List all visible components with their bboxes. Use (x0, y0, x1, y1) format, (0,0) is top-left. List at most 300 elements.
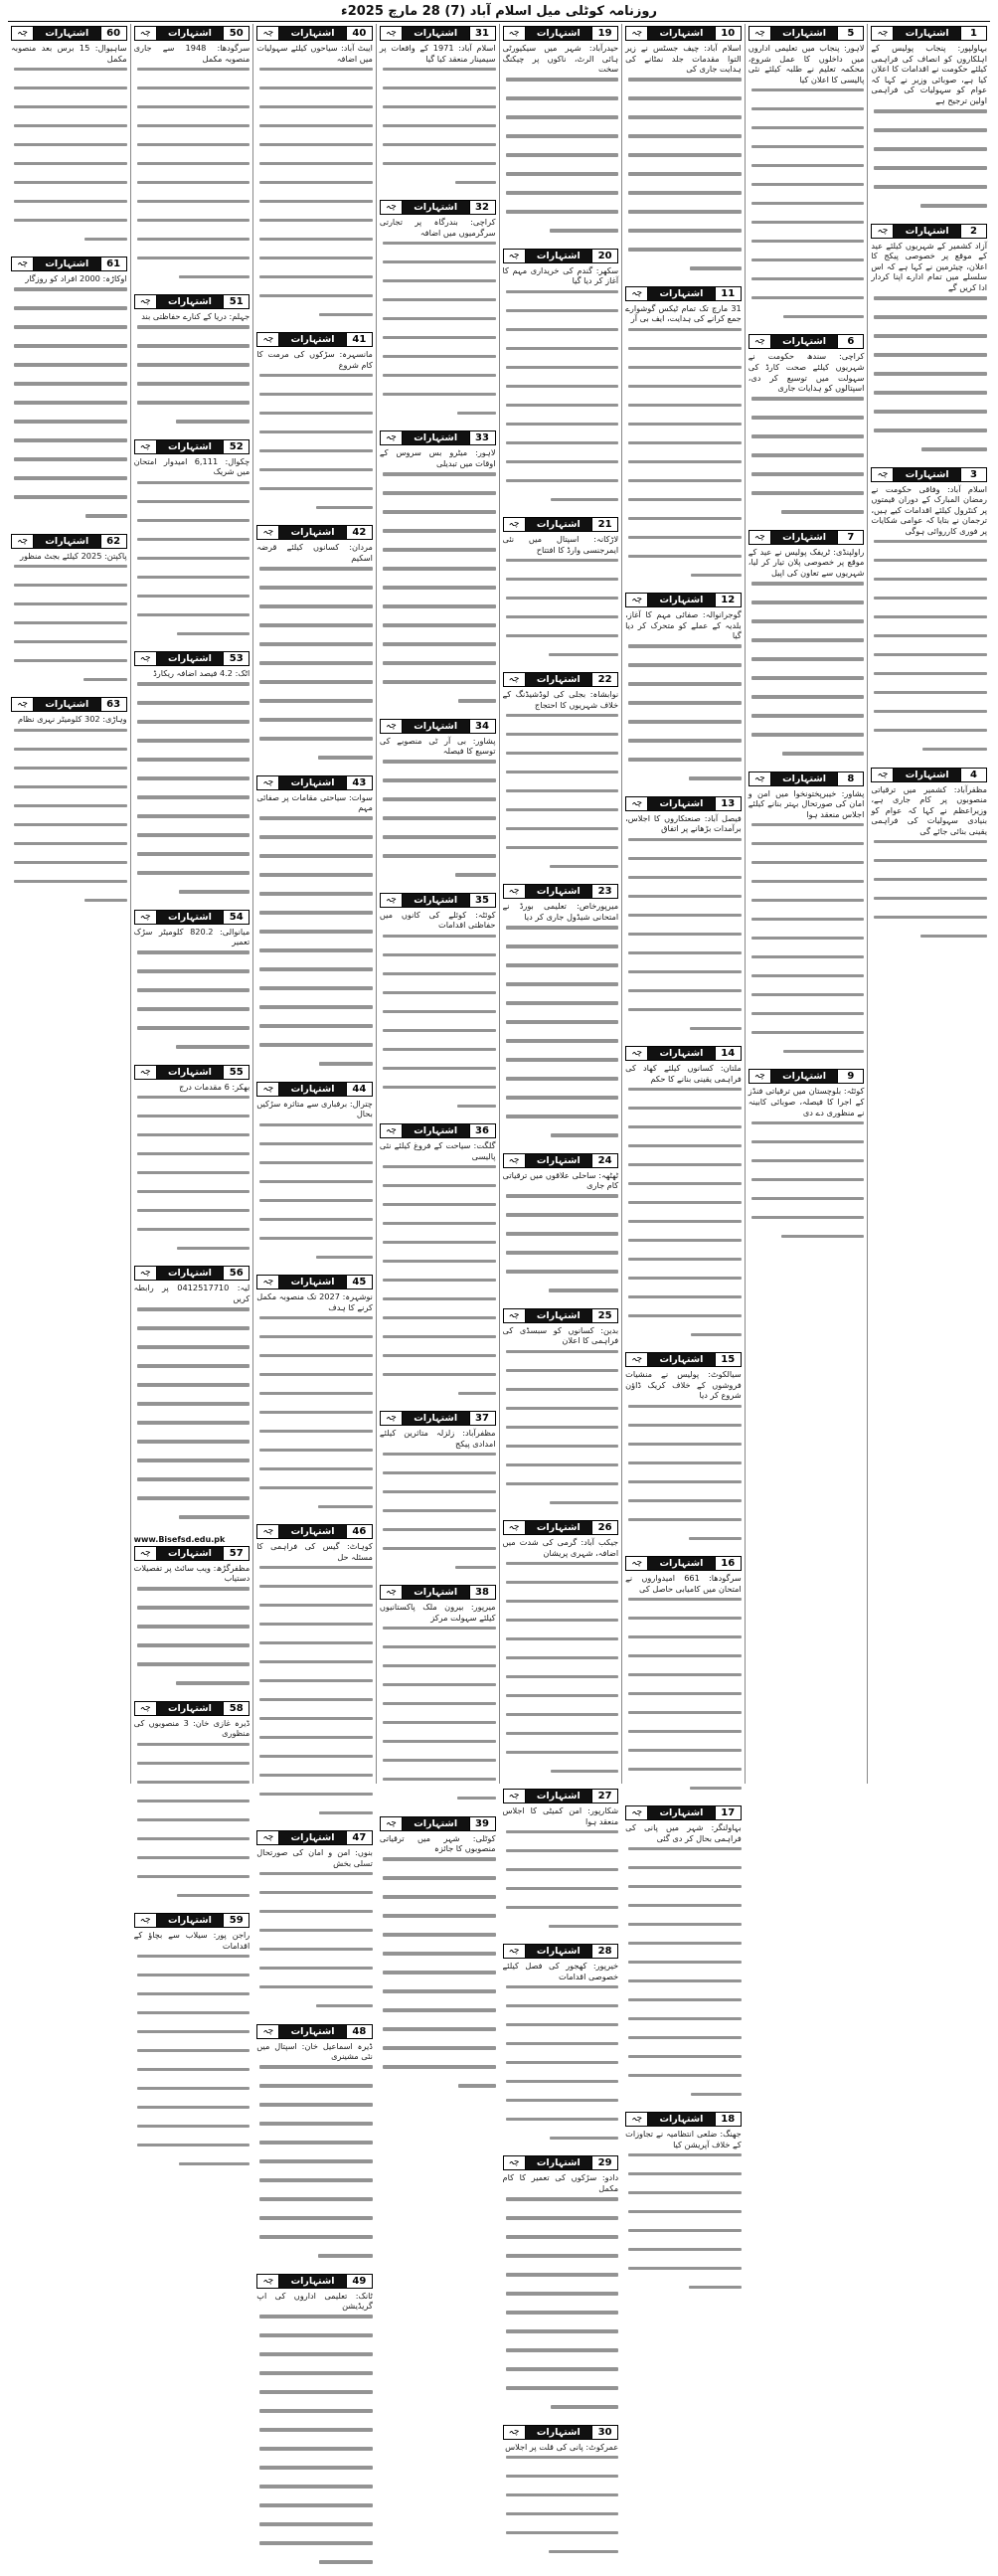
text-lines-decoration (380, 757, 496, 889)
ad-tag: چہ (504, 2156, 526, 2169)
ad-number: 42 (346, 526, 372, 539)
ad-number: 37 (469, 1412, 495, 1425)
ad-tag: چہ (257, 1525, 279, 1538)
text-lines-decoration (871, 106, 987, 220)
text-lines-decoration (256, 564, 373, 772)
ad-item (134, 1546, 250, 1697)
text-lines-decoration (625, 834, 742, 1042)
text-lines-decoration (748, 819, 865, 1065)
ad-body-text: شکارپور: امن کمیٹی کا اجلاس منعقد ہوا (502, 1805, 619, 1826)
ad-label: اشتہارات (526, 1945, 592, 1958)
text-lines-decoration (503, 923, 619, 1149)
text-lines-decoration (11, 284, 127, 530)
ad-tag: چہ (135, 652, 157, 665)
ad-body-text: بھکر: 6 مقدمات درج (179, 1081, 250, 1092)
ad-tag: چہ (626, 1806, 648, 1819)
ad-header (748, 530, 865, 545)
text-lines-decoration (503, 2452, 619, 2565)
ad-tag: چہ (626, 27, 648, 40)
column-3 (621, 24, 745, 2149)
ad-body-text: لاہور: پنجاب میں تعلیمی اداروں میں داخلوں کا عمل شروع، محکمہ تعلیم نے طلبہ کیلئے نئی پالیسی کا اعلان کیا (748, 43, 865, 85)
ad-label: اشتہارات (526, 1309, 592, 1322)
text-lines-decoration (503, 75, 619, 245)
ad-header (625, 1352, 742, 1367)
ad-number: 39 (469, 1817, 495, 1830)
ad-label: اشتہارات (403, 1817, 469, 1830)
ad-label: اشتہارات (526, 1521, 592, 1534)
ad-number: 19 (591, 27, 617, 40)
website-link[interactable]: www.Bisefsd.edu.pk (133, 1534, 226, 1544)
ad-label: اشتہارات (403, 1586, 469, 1599)
ad-number: 47 (346, 1831, 372, 1844)
ad-body-text: پاکپتن: 2025 کیلئے بجٹ منظور (20, 550, 127, 561)
ad-body-text: مانسہرہ: سڑکوں کی مرمت کا کام شروع (256, 349, 373, 370)
ad-header (503, 884, 619, 899)
ad-header (503, 249, 619, 263)
ad-tag: چہ (257, 2275, 279, 2288)
ad-body-text: مظفرآباد: زلزلہ متاثرین کیلئے امدادی پیکج (379, 1428, 496, 1449)
text-lines-decoration (503, 710, 619, 880)
ad-label: اشتہارات (279, 1525, 346, 1538)
ad-number: 27 (591, 1790, 617, 1803)
ad-item (11, 26, 127, 253)
ad-item (625, 286, 742, 589)
ad-label: اشتہارات (157, 27, 224, 40)
ad-number: 62 (100, 535, 126, 548)
ad-body-text: مظفرآباد: کشمیر میں ترقیاتی منصوبوں پر کام جاری ہے، وزیراعظم نے کہا کہ عوام کو بنیادی سہولیات کی فراہمی یقینی بنائی جائے گی (871, 783, 987, 836)
ad-body-text: جھنگ: ضلعی انتظامیہ نے تجاوزات کے خلاف آپریشن کیا (625, 2129, 742, 2149)
ad-label: اشتہارات (279, 1276, 346, 1288)
ad-item (871, 224, 987, 463)
ad-body-text: اٹک: 4.2 فیصد اضافہ ریکارڈ (153, 667, 250, 678)
ad-body-text: راولپنڈی: ٹریفک پولیس نے عید کے موقع پر خصوصی پلان تیار کر لیا، شہریوں سے تعاون کی اپیل (748, 546, 865, 578)
text-lines-decoration (380, 1449, 496, 1581)
ad-number: 16 (715, 1557, 741, 1570)
ad-item (748, 1069, 865, 1250)
ad-tag: چہ (257, 2025, 279, 2038)
ad-number: 24 (591, 1154, 617, 1167)
ad-label: اشتہارات (648, 2113, 715, 2126)
ad-tag: چہ (257, 1831, 279, 1844)
ad-body-text: چترال: برفباری سے متاثرہ سڑکیں بحال (256, 1098, 373, 1119)
ad-number: 57 (223, 1547, 249, 1560)
ad-item (256, 2024, 373, 2270)
ad-label: اشتہارات (526, 518, 592, 531)
ad-item (134, 294, 250, 435)
ad-number: 41 (346, 333, 372, 346)
ad-body-text: گلگت: سیاحت کے فروغ کیلئے نئی پالیسی (379, 1139, 496, 1161)
ad-header (503, 1520, 619, 1535)
ad-label: اشتہارات (157, 1914, 224, 1927)
ad-number: 35 (469, 894, 495, 907)
ad-label: اشتہارات (526, 2426, 592, 2439)
ad-body-text: گوجرانوالہ: صفائی مہم کا آغاز، بلدیہ کے عملے کو متحرک کر دیا گیا (625, 608, 742, 641)
ad-item (503, 249, 619, 513)
ad-body-text: لاہور: میٹرو بس سروس کے اوقات میں تبدیلی (379, 447, 496, 468)
ad-item (256, 525, 373, 771)
ad-item (625, 1805, 742, 2108)
ad-label: اشتہارات (157, 1066, 224, 1079)
text-lines-decoration (625, 1594, 742, 1802)
ad-body-text: ڈیرہ غازی خان: 3 منصوبوں کی منظوری (133, 1717, 250, 1739)
ad-number: 34 (469, 720, 495, 733)
text-lines-decoration (256, 1119, 373, 1271)
ad-header (256, 1082, 373, 1097)
ad-item (625, 1046, 742, 1348)
ad-header (134, 651, 250, 666)
ad-body-text: دادو: سڑکوں کی تعمیر کا کام مکمل (502, 2172, 619, 2194)
ad-header (11, 257, 127, 271)
ad-item (503, 1789, 619, 1940)
ad-header (134, 910, 250, 925)
ad-label: اشتہارات (771, 773, 838, 785)
text-lines-decoration (625, 1843, 742, 2108)
ad-number: 30 (591, 2426, 617, 2439)
ad-header (380, 430, 496, 445)
ad-header (625, 26, 742, 41)
ad-tag: چہ (381, 1412, 403, 1425)
ad-header (625, 2112, 742, 2127)
ad-tag: چہ (135, 911, 157, 924)
text-lines-decoration (256, 370, 373, 521)
ad-number: 56 (223, 1267, 249, 1280)
ad-tag: چہ (504, 1945, 526, 1958)
ad-body-text: بدین: کسانوں کو سبسڈی کی فراہمی کا اعلان (502, 1324, 619, 1346)
ad-label: اشتہارات (771, 27, 838, 40)
column-4 (499, 24, 622, 2452)
ad-header (134, 1266, 250, 1281)
text-lines-decoration (11, 64, 127, 253)
ad-label: اشتہارات (279, 2025, 346, 2038)
ad-tag: چہ (504, 673, 526, 686)
text-lines-decoration (503, 1981, 619, 2151)
ad-item (380, 430, 496, 714)
ad-body-text: جیکب آباد: گرمی کی شدت میں اضافہ، شہری پریشان (502, 1536, 619, 1558)
ad-label: اشتہارات (279, 27, 346, 40)
ad-label: اشتہارات (771, 1070, 838, 1083)
ad-tag: چہ (504, 250, 526, 262)
ad-header (380, 200, 496, 215)
ad-header (748, 334, 865, 349)
ad-item (134, 1266, 250, 1530)
ad-body-text: آزاد کشمیر کے شہریوں کیلئے عید کے موقع پر خصوصی پیکج کا اعلان، چیئرمین نے کہا ہے کہ اس سلسلے میں تمام ادارے اپنا کردار ادا کریں گے (871, 240, 987, 292)
ad-body-text: بہاولنگر: شہر میں پانی کی فراہمی بحال کر دی گئی (625, 1822, 742, 1843)
ad-header (503, 2425, 619, 2440)
ad-label: اشتہارات (894, 225, 960, 238)
ad-header (256, 1830, 373, 1845)
ad-body-text: مردان: کسانوں کیلئے قرضہ اسکیم (256, 542, 373, 563)
ad-item (256, 1830, 373, 2019)
ad-label: اشتہارات (526, 673, 592, 686)
ad-body-text: عمرکوٹ: پانی کی قلت پر اجلاس (505, 2441, 619, 2452)
column-1 (867, 24, 990, 1784)
ad-number: 60 (100, 27, 126, 40)
ad-label: اشتہارات (526, 885, 592, 898)
ad-tag: چہ (12, 258, 34, 270)
ad-tag: چہ (381, 431, 403, 444)
ad-label: اشتہارات (403, 1124, 469, 1137)
ad-number: 48 (346, 2025, 372, 2038)
ad-tag: چہ (257, 776, 279, 789)
text-lines-decoration (503, 555, 619, 668)
ad-body-text: سرگودھا: 1948 سے جاری منصوبہ مکمل (133, 43, 250, 64)
ad-number: 17 (715, 1806, 741, 1819)
text-lines-decoration (380, 1854, 496, 2100)
ad-header (256, 332, 373, 347)
ad-number: 5 (837, 27, 863, 40)
ad-body-text: 31 مارچ تک تمام ٹیکس گوشوارے جمع کرانے کی ہدایت، ایف بی آر (625, 302, 742, 324)
ad-item (380, 1123, 496, 1407)
ad-body-text: سرگودھا: 661 امیدواروں نے امتحان میں کامیابی حاصل کی (625, 1572, 742, 1594)
text-lines-decoration (134, 1304, 250, 1531)
ad-tag: چہ (135, 1066, 157, 1079)
ad-body-text: ٹھٹھہ: ساحلی علاقوں میں ترقیاتی کام جاری (502, 1169, 619, 1191)
ad-label: اشتہارات (403, 431, 469, 444)
ad-number: 46 (346, 1525, 372, 1538)
ad-header (134, 1546, 250, 1561)
ad-header (503, 1944, 619, 1959)
ad-item (625, 1556, 742, 1802)
ad-number: 50 (223, 27, 249, 40)
text-lines-decoration (134, 64, 250, 290)
ad-header (380, 893, 496, 908)
text-lines-decoration (503, 286, 619, 513)
ad-body-text: راجن پور: سیلاب سے بچاؤ کے اقدامات (133, 1929, 250, 1951)
ad-item (748, 26, 865, 330)
ad-tag: چہ (257, 333, 279, 346)
text-lines-decoration (625, 1401, 742, 1552)
ad-tag: چہ (749, 1070, 771, 1083)
ad-body-text: جہلم: دریا کے کنارے حفاظتی بند (141, 311, 250, 322)
ad-number: 12 (715, 594, 741, 606)
ad-tag: چہ (626, 594, 648, 606)
ad-tag: چہ (135, 1547, 157, 1560)
ad-item (748, 772, 865, 1066)
ad-tag: چہ (135, 440, 157, 453)
ad-body-text: بنوں: امن و امان کی صورتحال تسلی بخش (256, 1847, 373, 1868)
ad-body-text: نوشہرہ: 2027 تک منصوبہ مکمل کرنے کا ہدف (256, 1290, 373, 1312)
ad-item (748, 334, 865, 525)
column-8 (8, 24, 130, 1784)
ad-body-text: سکھر: گندم کی خریداری مہم کا آغاز کر دیا گیا (502, 264, 619, 286)
ad-label: اشتہارات (157, 440, 224, 453)
ad-header (11, 534, 127, 549)
ad-body-text: اسلام آباد: 1971 کے واقعات پر سیمینار منعقد کیا گیا (379, 43, 496, 64)
ad-tag: چہ (626, 797, 648, 810)
ad-number: 59 (223, 1914, 249, 1927)
ad-tag: چہ (135, 1702, 157, 1715)
text-lines-decoration (380, 64, 496, 196)
ad-item (11, 257, 127, 530)
text-lines-decoration (503, 1191, 619, 1304)
ad-header (256, 1524, 373, 1539)
ad-tag: چہ (504, 1790, 526, 1803)
ad-label: اشتہارات (648, 1806, 715, 1819)
ad-number: 31 (469, 27, 495, 40)
ad-body-text: اوکاڑہ: 2000 افراد کو روزگار (25, 273, 127, 284)
ad-item (134, 1701, 250, 1909)
ad-item (256, 1082, 373, 1271)
ad-label: اشتہارات (279, 2275, 346, 2288)
ad-item (380, 719, 496, 889)
ad-header (748, 26, 865, 41)
ad-header (871, 224, 987, 239)
ad-header (380, 1585, 496, 1600)
ad-tag: چہ (504, 518, 526, 531)
ad-number: 23 (591, 885, 617, 898)
ad-header (503, 672, 619, 687)
ad-item (380, 893, 496, 1119)
ad-label: اشتہارات (648, 594, 715, 606)
ad-header (748, 1069, 865, 1084)
ad-tag: چہ (135, 295, 157, 308)
ad-item (503, 1944, 619, 2151)
ad-tag: چہ (381, 720, 403, 733)
ad-body-text: ملتان: کسانوں کیلئے کھاد کی فراہمی یقینی بنانے کا حکم (625, 1062, 742, 1084)
ad-header (625, 1046, 742, 1061)
ad-item (380, 200, 496, 427)
ad-number: 61 (100, 258, 126, 270)
ad-header (380, 719, 496, 734)
ad-tag: چہ (135, 1267, 157, 1280)
text-lines-decoration (871, 537, 987, 764)
text-lines-decoration (380, 469, 496, 715)
ad-number: 1 (960, 27, 986, 40)
ad-header (134, 1065, 250, 1080)
text-lines-decoration (625, 324, 742, 589)
ad-number: 25 (591, 1309, 617, 1322)
text-lines-decoration (256, 1312, 373, 1520)
ad-item (380, 1816, 496, 2100)
ad-body-text: اسلام آباد: چیف جسٹس نے زیر التوا مقدمات جلد نمٹانے کی ہدایت جاری کی (625, 43, 742, 75)
text-lines-decoration (256, 1869, 373, 2020)
ad-label: اشتہارات (157, 911, 224, 924)
ad-item (503, 517, 619, 668)
text-lines-decoration (380, 1161, 496, 1407)
ad-tag: چہ (12, 535, 34, 548)
ad-label: اشتہارات (894, 468, 960, 481)
text-lines-decoration (256, 813, 373, 1078)
text-lines-decoration (748, 579, 865, 768)
ad-body-text: خیرپور: کھجور کی فصل کیلئے خصوصی اقدامات (502, 1961, 619, 1981)
ad-header (871, 26, 987, 41)
ad-item (503, 26, 619, 245)
text-lines-decoration (871, 836, 987, 949)
ad-label: اشتہارات (526, 27, 592, 40)
text-lines-decoration (256, 2312, 373, 2576)
ad-body-text: پشاور: بی آر ٹی منصوبے کی توسیع کا فیصلہ (379, 735, 496, 757)
ad-number: 43 (346, 776, 372, 789)
ad-number: 8 (837, 773, 863, 785)
ad-label: اشتہارات (526, 2156, 592, 2169)
text-lines-decoration (134, 1092, 250, 1262)
ad-tag: چہ (626, 2113, 648, 2126)
text-lines-decoration (134, 947, 250, 1061)
ad-label: اشتہارات (648, 287, 715, 300)
ad-body-text: میرپور: بیرون ملک پاکستانیوں کیلئے سہولت مرکز (379, 1602, 496, 1623)
ad-item (11, 534, 127, 694)
ad-header (748, 772, 865, 786)
ad-number: 40 (346, 27, 372, 40)
ad-label: اشتہارات (526, 1154, 592, 1167)
ad-number: 55 (223, 1066, 249, 1079)
ad-item (625, 2112, 742, 2301)
text-lines-decoration (503, 1826, 619, 1940)
ad-label: اشتہارات (648, 27, 715, 40)
ad-item (256, 2274, 373, 2576)
column-6 (252, 24, 376, 2312)
columns-container (8, 24, 990, 2452)
ad-number: 14 (715, 1047, 741, 1060)
ad-body-text: وہاڑی: 302 کلومیٹر نہری نظام (17, 714, 127, 725)
ad-tag: چہ (381, 27, 403, 40)
ad-item (503, 672, 619, 880)
ad-item (625, 1352, 742, 1552)
ad-number: 7 (837, 531, 863, 544)
ad-number: 29 (591, 2156, 617, 2169)
ad-label: اشتہارات (894, 27, 960, 40)
ad-number: 4 (960, 769, 986, 781)
ad-header (11, 697, 127, 712)
ad-label: اشتہارات (894, 769, 960, 781)
ad-tag: چہ (381, 201, 403, 214)
ad-label: اشتہارات (648, 1047, 715, 1060)
ad-header (11, 26, 127, 41)
ad-header (871, 768, 987, 782)
column-7 (130, 24, 253, 1951)
ad-number: 32 (469, 201, 495, 214)
text-lines-decoration (134, 477, 250, 647)
ad-tag: چہ (257, 1083, 279, 1096)
ad-header (380, 1411, 496, 1426)
ad-tag: چہ (257, 526, 279, 539)
ad-tag: چہ (749, 773, 771, 785)
ad-tag: چہ (381, 1586, 403, 1599)
ad-header (380, 26, 496, 41)
text-lines-decoration (11, 561, 127, 693)
ad-label: اشتہارات (771, 531, 838, 544)
ad-number: 26 (591, 1521, 617, 1534)
ad-header (871, 467, 987, 482)
ad-item (134, 26, 250, 290)
ad-number: 45 (346, 1276, 372, 1288)
ad-tag: چہ (135, 27, 157, 40)
ad-label: اشتہارات (648, 1557, 715, 1570)
ad-body-text: فیصل آباد: صنعتکاروں کا اجلاس، برآمدات بڑھانے پر اتفاق (625, 812, 742, 834)
ad-header (256, 775, 373, 790)
ad-header (256, 26, 373, 41)
ad-item (134, 439, 250, 647)
ad-item (748, 530, 865, 768)
ad-body-text: اسلام آباد: وفاقی حکومت نے رمضان المبارک کے دوران قیمتوں پر کنٹرول کیلئے اقدامات کیے ہیں، ترجمان نے بتایا کہ عوامی شکایات پر فوری کارروائی ہوگی (871, 483, 987, 536)
ad-header (134, 26, 250, 41)
ad-number: 53 (223, 652, 249, 665)
text-lines-decoration (625, 641, 742, 792)
ad-label: اشتہارات (403, 1412, 469, 1425)
ad-tag: چہ (504, 1309, 526, 1322)
ad-number: 22 (591, 673, 617, 686)
text-lines-decoration (625, 2149, 742, 2301)
ad-item (503, 1308, 619, 1516)
ad-tag: چہ (381, 1124, 403, 1137)
ad-tag: چہ (12, 27, 34, 40)
ad-header (625, 1556, 742, 1571)
ad-label: اشتہارات (279, 526, 346, 539)
ad-body-text: سیالکوٹ: پولیس نے منشیات فروشوں کے خلاف کریک ڈاؤن شروع کر دیا (625, 1369, 742, 1401)
ad-tag: چہ (257, 1276, 279, 1288)
ad-tag: چہ (504, 885, 526, 898)
ad-header (503, 517, 619, 532)
